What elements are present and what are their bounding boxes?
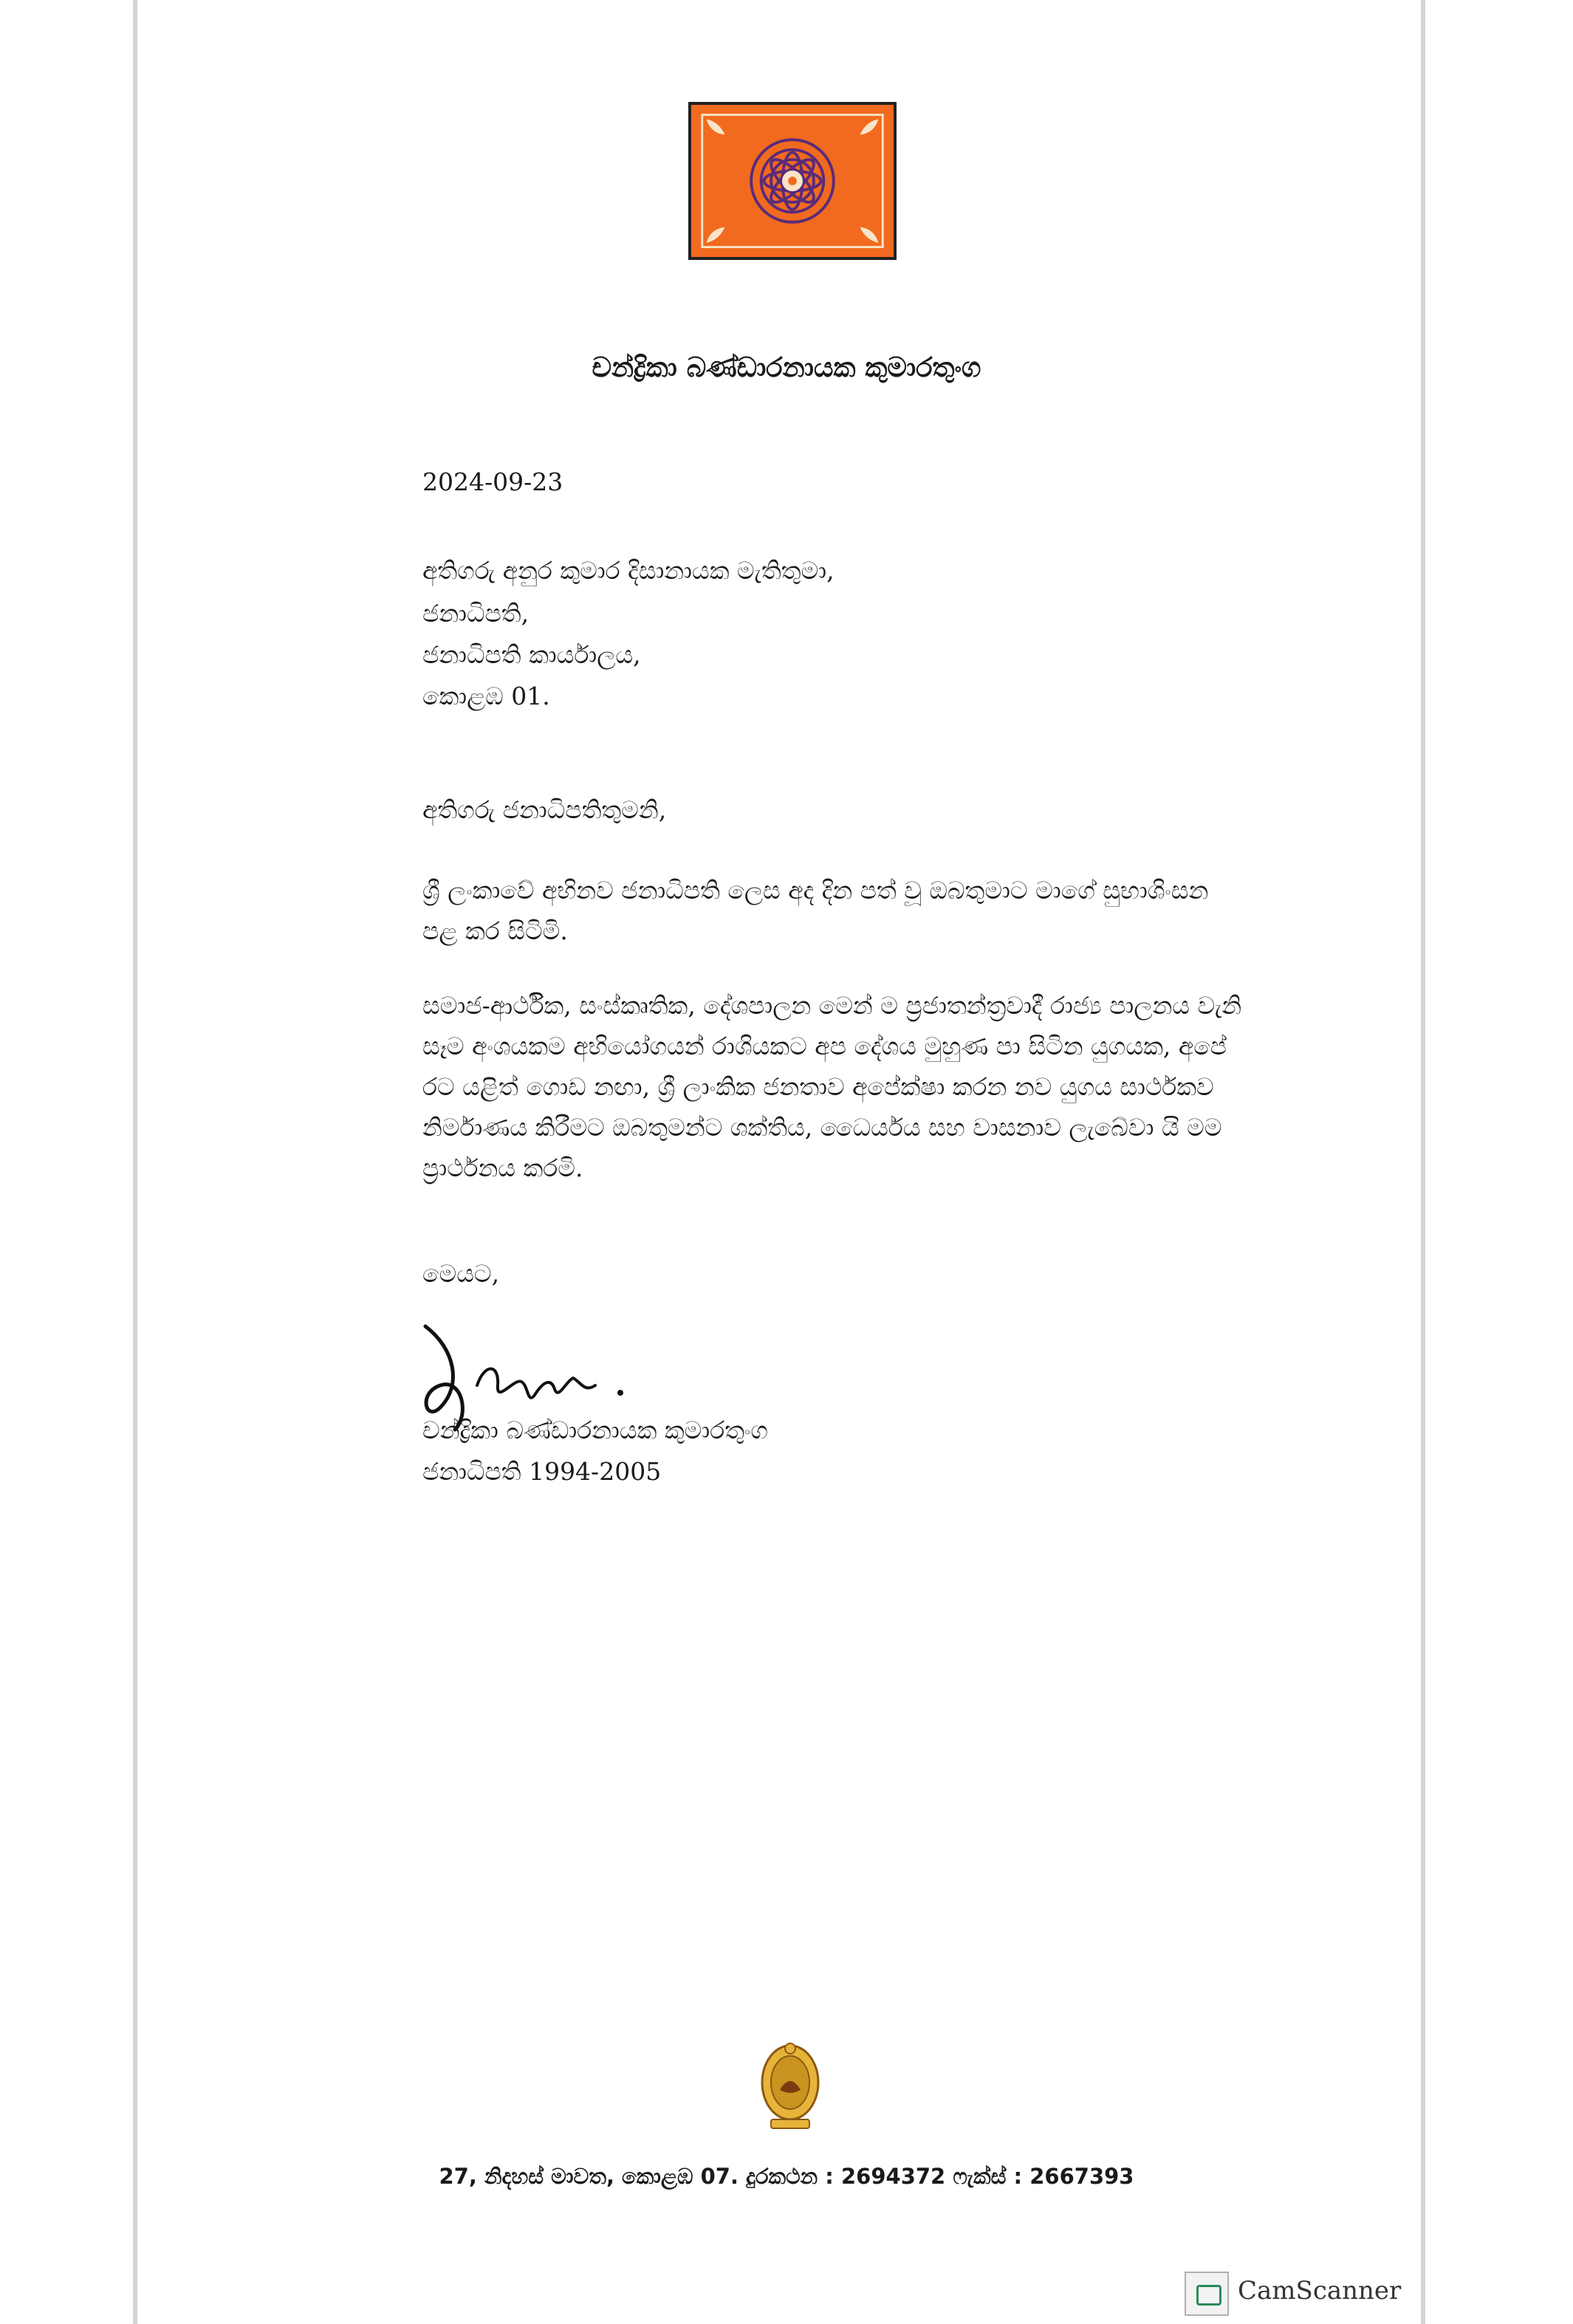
recipient-line: ජනාධිපති කාර්යාලය,: [422, 640, 641, 669]
signatory-title: ජනාධිපති 1994-2005: [422, 1457, 662, 1486]
letterhead-sender-name: චන්ද්‍රිකා බණ්ඩාරනායක කුමාරතුංග: [592, 352, 981, 383]
recipient-line: ජනාධිපති,: [422, 599, 530, 628]
signatory-name: චන්ද්‍රිකා බණ්ඩාරනායක කුමාරතුංග: [422, 1416, 768, 1444]
salutation: අතිගරු ජනාධිපතිතුමනි,: [422, 795, 667, 824]
closing: මෙයට,: [422, 1259, 500, 1288]
letter-date: 2024-09-23: [422, 467, 563, 496]
body-paragraph-2: සමාජ-ආර්ථික, සංස්කෘතික, දේශපාලන මෙන් ම ප්‍රජාතන්ත්‍රවාදී රාජ්‍ය පාලනය වැනි සෑම අංශයකම අභියෝගයන් රාශියකට අප දේශය මුහුණ පා සිටින යුගයක, අපේ රට යළිත් ගොඩ නඟා, ශ්‍රී ලාංකික ජනතාව අපේක්ෂා කරන නව යුගය සාර්ථකව නිර්මාණය කිරීමට ඔබතුමන්ට ශක්තිය, ධෛර්යය සහ වාසනාව ලැබේවා යි මම ප්‍රාර්ථනය කරමි.: [422, 991, 1242, 1182]
recipient-line: අතිගරු අනුර කුමාර දිසානායක මැතිතුමා,: [422, 556, 835, 585]
sri-lanka-emblem-icon: [755, 2038, 826, 2133]
recipient-line: කොළඹ 01.: [422, 682, 550, 710]
body-paragraph-1: ශ්‍රී ලංකාවේ අභිනව ජනාධිපති ලෙස අද දින පත් වූ ඔබතුමාට මාගේ සුභාශිංසන පළ කර සිටිමි.: [422, 876, 1209, 945]
footer-address: 27, නිදහස් මාවත, කොළඹ 07. දුරකථන : 2694372 ෆැක්ස් : 2667393: [439, 2164, 1134, 2189]
lotus-flag-icon: [688, 102, 897, 260]
camscanner-label: CamScanner: [1238, 2276, 1402, 2306]
camscanner-logo-icon: [1185, 2272, 1229, 2316]
